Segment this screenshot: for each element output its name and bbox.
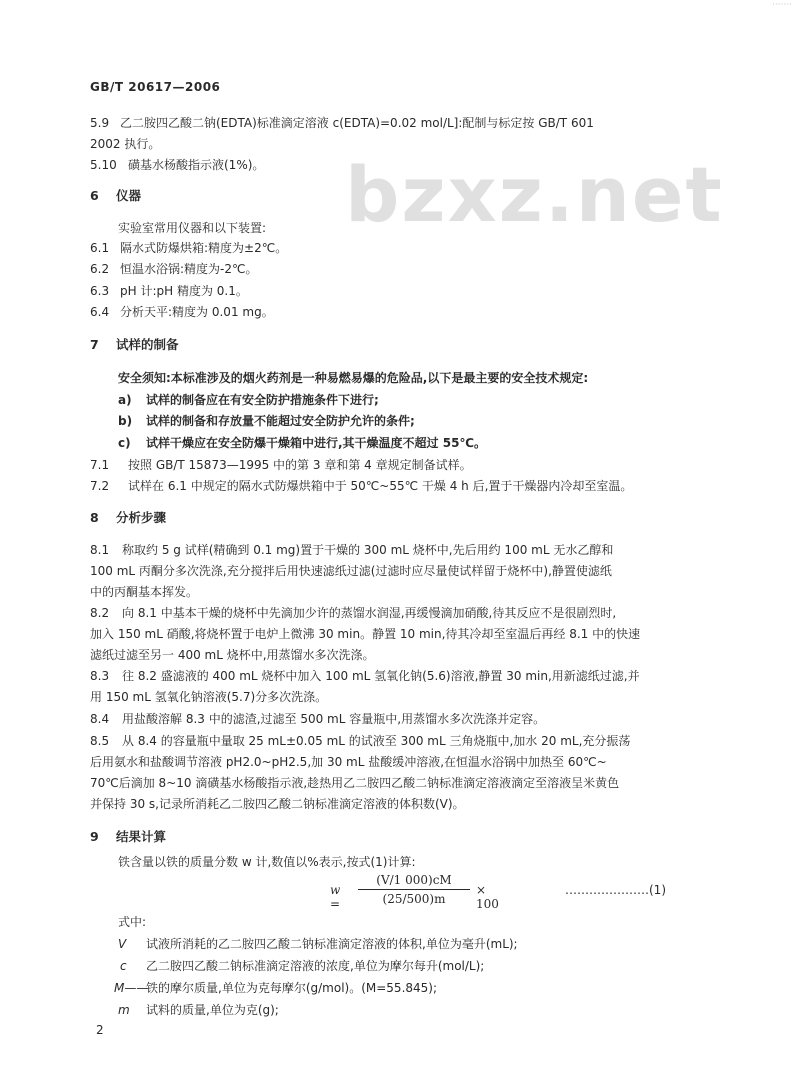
variable-symbol: V bbox=[118, 937, 127, 951]
corner-mark: ······· bbox=[771, 0, 792, 10]
clause-number: 8.3 bbox=[90, 669, 110, 683]
clause-text: 用盐酸溶解 8.3 中的滤渣,过滤至 500 mL 容量瓶中,用蒸馏水多次洗涤并定容。 bbox=[122, 712, 546, 726]
rule-text: 试样干燥应在安全防爆干燥箱中进行,其干燥温度不超过 55℃。 bbox=[146, 436, 486, 450]
rule-label: b) bbox=[118, 414, 133, 428]
clause-text: 磺基水杨酸指示液(1%)。 bbox=[128, 158, 265, 172]
clause-text: 恒温水浴锅:精度为-2℃。 bbox=[120, 262, 258, 276]
clause-text: pH 计:pH 精度为 0.1。 bbox=[120, 284, 248, 298]
section-heading: 9 结果计算 bbox=[90, 829, 167, 844]
section-intro: 实验室常用仪器和以下装置: bbox=[118, 221, 267, 235]
variable-symbol: M—— bbox=[114, 981, 149, 995]
clause-number: 7.1 bbox=[90, 458, 110, 472]
variable-definition: 试液所消耗的乙二胺四乙酸二钠标准滴定溶液的体积,单位为毫升(mL); bbox=[146, 937, 518, 951]
section-heading: 7 试样的制备 bbox=[90, 337, 179, 352]
rule-text: 试样的制备和存放量不能超过安全防护允许的条件; bbox=[146, 414, 415, 428]
clause-text: 加入 150 mL 硝酸,将烧杯置于电炉上微沸 30 min。静置 10 min,待其冷却至室温后再经 8.1 中的快速 bbox=[90, 627, 641, 641]
clause-number: 7.2 bbox=[90, 479, 110, 493]
clause-number: 5.9 bbox=[90, 116, 110, 130]
clause-text: 向 8.1 中基本干燥的烧杯中先滴加少许的蒸馏水润湿,再缓慢滴加硝酸,待其反应不是很剧烈时, bbox=[122, 606, 617, 620]
clause-text: 滤纸过滤至另一 400 mL 烧杯中,用蒸馏水多次洗涤。 bbox=[90, 648, 375, 662]
safety-notice: 安全须知:本标准涉及的烟火药剂是一种易燃易爆的危险品,以下是最主要的安全技术规定: bbox=[118, 371, 589, 385]
watermark: bzxz.net bbox=[345, 150, 724, 239]
clause-text: 并保持 30 s,记录所消耗乙二胺四乙酸二钠标准滴定溶液的体积数(V)。 bbox=[90, 797, 465, 811]
formula-fraction bbox=[358, 873, 470, 906]
variable-definition: 铁的摩尔质量,单位为克每摩尔(g/mol)。(M=55.845); bbox=[146, 981, 438, 995]
clause-text: 2002 执行。 bbox=[90, 137, 161, 151]
clause-number: 6.2 bbox=[90, 262, 110, 276]
rule-text: 试样的制备应在有安全防护措施条件下进行; bbox=[146, 393, 379, 407]
clause-number: 8.4 bbox=[90, 712, 110, 726]
rule-label: a) bbox=[118, 393, 132, 407]
clause-number: 6.1 bbox=[90, 241, 110, 255]
section-heading: 6 仪器 bbox=[90, 188, 142, 203]
clause-text: 称取约 5 g 试样(精确到 0.1 mg)置于干燥的 300 mL 烧杯中,先后用约 100 mL 无水乙醇和 bbox=[122, 543, 614, 557]
clause-text: 70℃后滴加 8~10 滴磺基水杨酸指示液,趁热用乙二胺四乙酸二钠标准滴定溶液滴定至溶液呈米黄色 bbox=[90, 776, 620, 790]
clause-text: 用 150 mL 氢氧化钠溶液(5.7)分多次洗涤。 bbox=[90, 690, 328, 704]
standard-code: GB/T 20617—2006 bbox=[90, 80, 221, 94]
clause-text: 试样在 6.1 中规定的隔水式防爆烘箱中于 50℃~55℃ 干燥 4 h 后,置于干燥器内冷却至室温。 bbox=[128, 479, 633, 493]
clause-number: 8.2 bbox=[90, 606, 110, 620]
section-heading: 8 分析步骤 bbox=[90, 510, 167, 525]
clause-number: 6.4 bbox=[90, 305, 110, 319]
clause-text: 从 8.4 的容量瓶中量取 25 mL±0.05 mL 的试液至 300 mL 三角烧瓶中,加水 20 mL,充分振荡 bbox=[122, 734, 631, 748]
clause-text: 分析天平:精度为 0.01 mg。 bbox=[120, 305, 274, 319]
variable-definition: 乙二胺四乙酸二钠标准滴定溶液的浓度,单位为摩尔每升(mol/L); bbox=[146, 959, 485, 973]
clause-text: 后用氨水和盐酸调节溶液 pH2.0~pH2.5,加 30 mL 盐酸缓冲溶液,在恒温水浴锅中加热至 60℃~ bbox=[90, 755, 607, 769]
formula-lhs: w = bbox=[330, 883, 341, 911]
clause-text: 乙二胺四乙酸二钠(EDTA)标准滴定溶液 c(EDTA)=0.02 mol/L]:配制与标定按 GB/T 601 bbox=[120, 116, 594, 130]
clause-text: 100 mL 丙酮分多次洗涤,充分搅拌后用快速滤纸过滤(过滤时应尽量使试样留于烧杯中),静置使滤纸 bbox=[90, 564, 612, 578]
variable-symbol: m bbox=[118, 1003, 130, 1017]
clause-text: 隔水式防爆烘箱:精度为±2℃。 bbox=[120, 241, 288, 255]
clause-number: 5.10 bbox=[90, 158, 117, 172]
formula-denominator: (25/500)m bbox=[382, 892, 446, 906]
clause-number: 8.5 bbox=[90, 734, 110, 748]
variable-definition: 试料的质量,单位为克(g); bbox=[146, 1003, 279, 1017]
formula-numerator: (V/1 000)cM bbox=[358, 873, 470, 890]
clause-number: 6.3 bbox=[90, 284, 110, 298]
variable-symbol: c bbox=[120, 959, 127, 973]
page-number: 2 bbox=[96, 1023, 104, 1037]
clause-number: 8.1 bbox=[90, 543, 110, 557]
clause-text: 按照 GB/T 15873—1995 中的第 3 章和第 4 章规定制备试样。 bbox=[128, 458, 472, 472]
rule-label: c) bbox=[118, 436, 131, 450]
equation-number: …………………(1) bbox=[565, 883, 666, 897]
clause-text: 往 8.2 盛滤液的 400 mL 烧杯中加入 100 mL 氢氧化钠(5.6)溶液,静置 30 min,用新滤纸过滤,并 bbox=[122, 669, 640, 683]
where-label: 式中: bbox=[118, 915, 147, 929]
clause-text: 中的丙酮基本挥发。 bbox=[90, 585, 199, 599]
formula-multiplier: × 100 bbox=[476, 883, 499, 911]
section-intro: 铁含量以铁的质量分数 w 计,数值以%表示,按式(1)计算: bbox=[118, 855, 416, 869]
